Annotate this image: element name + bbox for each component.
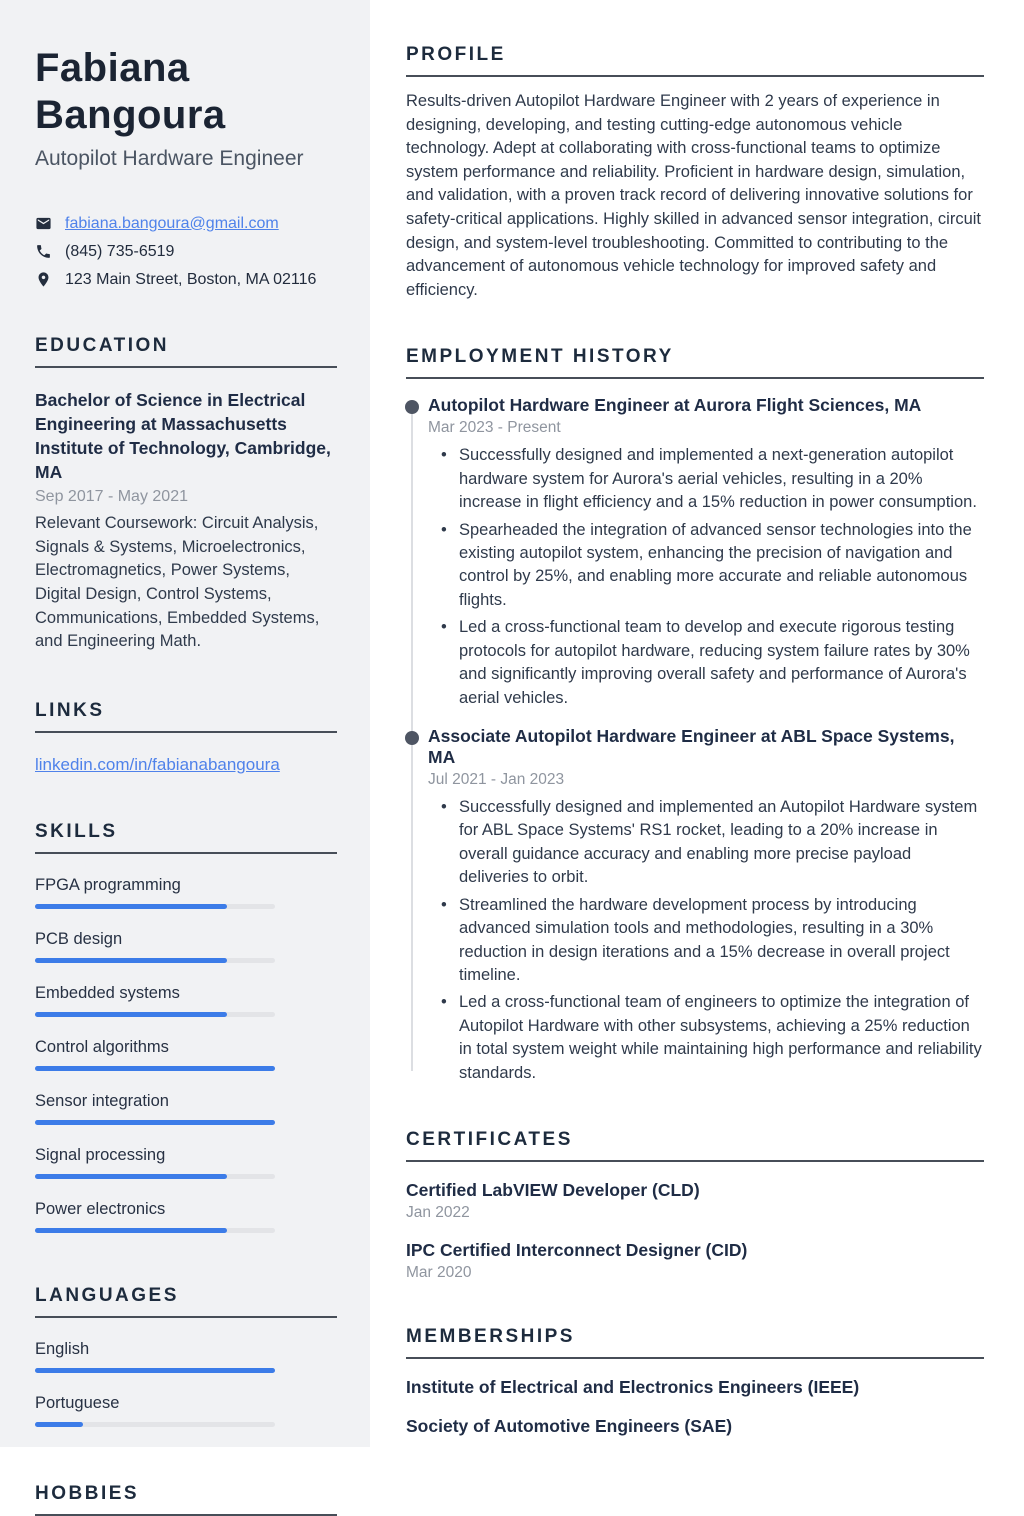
phone-icon [35, 243, 52, 260]
certificate-item [406, 1180, 984, 1222]
person-job-title: Autopilot Hardware Engineer [35, 146, 304, 170]
person-name: Fabiana Bangoura [35, 46, 226, 137]
job-bullet: • Spearheaded the integration of advanced sensor technologies into the existing autopilot system, enhancing the precision of navigation and control by 25%, and enabling more accurate and reliable autonomous flights. [428, 519, 984, 613]
email-link[interactable]: fabiana.bangoura@gmail.com [65, 214, 279, 232]
skill-bar [35, 1228, 275, 1233]
hobbies-section [35, 1483, 337, 1516]
skill-bar-fill [35, 1228, 227, 1233]
skill-label: Embedded systems [35, 983, 180, 1002]
certificates-section [406, 1129, 984, 1282]
skill-bar-fill [35, 1066, 275, 1071]
skill-label: Sensor integration [35, 1091, 169, 1110]
employment-heading: EMPLOYMENT HISTORY [406, 346, 984, 379]
certificate-title: Certified LabVIEW Developer (CLD) [406, 1180, 700, 1201]
skill-item [35, 984, 337, 1017]
membership-item: Institute of Electrical and Electronics Engineers (IEEE) [406, 1377, 860, 1398]
contact-phone-row [35, 243, 337, 261]
job-bullet: • Led a cross-functional team to develop and execute rigorous testing protocols for autopilot hardware, reducing system failure rates by 30% and significantly improving overall safety and performance of Aurora's aerial vehicles. [428, 616, 984, 710]
job-entry [406, 395, 984, 710]
memberships-heading: MEMBERSHIPS [406, 1326, 984, 1359]
address-text: 123 Main Street, Boston, MA 02116 [65, 270, 317, 288]
links-heading: LINKS [35, 700, 337, 733]
language-bar [35, 1422, 275, 1427]
profile-text: Results-driven Autopilot Hardware Engineer with 2 years of experience in designing, developing, and testing cutting-edge autonomous vehicle technology. Adept at collaborating with cross-functional teams to optimize system performance and reliability. Proficient in hardware design, simulation, and validation, with a proven track record of delivering innovative solutions for safety-critical applications. Highly skilled in advanced sensor integration, circuit design, and system-level troubleshooting. Committed to contributing to the advancement of autonomous vehicle technology for improved safety and efficiency. [406, 92, 982, 299]
skill-item [35, 1146, 337, 1179]
education-degree: Bachelor of Science in Electrical Engineering at Massachusetts Institute of Technology, Cambridge, MA [35, 389, 331, 483]
contact-email-row [35, 215, 337, 233]
skill-bar [35, 904, 275, 909]
language-bar-fill [35, 1368, 275, 1373]
certificates-heading: CERTIFICATES [406, 1129, 984, 1162]
links-section [35, 700, 337, 775]
job-bullet: • Streamlined the hardware development process by introducing advanced simulation tools and methodologies, resulting in a 30% reduction in design iterations and a 15% decrease in overall project timeline. [428, 894, 984, 988]
job-bullet: • Led a cross-functional team of engineers to optimize the integration of Autopilot Hardware with other subsystems, achieving a 25% reduction in total system weight while maintaining high performance and reliability standards. [428, 991, 984, 1085]
skill-label: Power electronics [35, 1199, 166, 1218]
envelope-icon [35, 215, 52, 232]
skill-bar [35, 958, 275, 963]
phone-number: (845) 735-6519 [65, 242, 175, 260]
skill-bar-fill [35, 1120, 275, 1125]
skills-heading: SKILLS [35, 821, 337, 854]
hobbies-heading: HOBBIES [35, 1483, 337, 1516]
education-coursework: Relevant Coursework: Circuit Analysis, Signals & Systems, Microelectronics, Electromagnetics, Power Systems, Digital Design, Control Systems, Communications, Embedded Systems, and Engineering Math. [35, 514, 320, 651]
main-column [370, 0, 1024, 1447]
profile-heading: PROFILE [406, 44, 984, 77]
location-pin-icon [35, 271, 52, 288]
skill-bar [35, 1012, 275, 1017]
skill-item [35, 876, 337, 909]
skill-label: PCB design [35, 929, 123, 948]
job-bullet: • Successfully designed and implemented an Autopilot Hardware system for ABL Space Systems' RS1 rocket, leading to a 20% increase in overall guidance accuracy and enabling more precise payload deliveries to orbit. [428, 796, 984, 890]
employment-timeline [406, 395, 984, 1085]
certificate-title: IPC Certified Interconnect Designer (CID) [406, 1240, 748, 1261]
education-heading: EDUCATION [35, 335, 337, 368]
skills-section [35, 821, 337, 1233]
certificate-date: Jan 2022 [406, 1204, 470, 1222]
skill-item [35, 1092, 337, 1125]
skill-label: FPGA programming [35, 875, 181, 894]
skill-bar-fill [35, 1174, 227, 1179]
skill-item [35, 1200, 337, 1233]
contact-address-row [35, 271, 337, 289]
language-item [35, 1340, 337, 1373]
skill-item [35, 930, 337, 963]
job-title: Associate Autopilot Hardware Engineer at ABL Space Systems, MA [428, 725, 955, 767]
membership-item: Society of Automotive Engineers (SAE) [406, 1416, 733, 1437]
job-bullet: • Successfully designed and implemented a next-generation autopilot hardware system for Aurora's aerial vehicles, resulting in a 20% increase in flight efficiency and a 15% reduction in power consumption. [428, 444, 984, 514]
languages-heading: LANGUAGES [35, 1285, 337, 1318]
skill-bar-fill [35, 958, 227, 963]
languages-section [35, 1285, 337, 1427]
profile-section [406, 44, 984, 302]
job-date: Jul 2021 - Jan 2023 [428, 770, 565, 788]
education-date: Sep 2017 - May 2021 [35, 488, 188, 506]
skill-bar [35, 1174, 275, 1179]
skill-bar [35, 1120, 275, 1125]
job-bullet-list [428, 796, 984, 1085]
language-label: English [35, 1339, 90, 1358]
memberships-section [406, 1326, 984, 1437]
certificate-item [406, 1240, 984, 1282]
job-entry [406, 726, 984, 1085]
contact-block [35, 215, 337, 289]
job-date: Mar 2023 - Present [428, 419, 561, 437]
job-bullet-list [428, 444, 984, 710]
skill-label: Signal processing [35, 1145, 166, 1164]
skill-bar [35, 1066, 275, 1071]
language-label: Portuguese [35, 1393, 120, 1412]
timeline-dot-icon [405, 400, 419, 414]
skill-item [35, 1038, 337, 1071]
employment-section [406, 346, 984, 1085]
timeline-dot-icon [405, 731, 419, 745]
language-bar [35, 1368, 275, 1373]
certificate-date: Mar 2020 [406, 1264, 472, 1282]
skill-bar-fill [35, 1012, 227, 1017]
language-bar-fill [35, 1422, 83, 1427]
language-item [35, 1394, 337, 1427]
education-section [35, 335, 337, 654]
skill-label: Control algorithms [35, 1037, 169, 1056]
job-title: Autopilot Hardware Engineer at Aurora Flight Sciences, MA [428, 395, 922, 416]
skill-bar-fill [35, 904, 227, 909]
sidebar [0, 0, 370, 1504]
linkedin-link[interactable]: linkedin.com/in/fabianabangoura [35, 754, 280, 774]
